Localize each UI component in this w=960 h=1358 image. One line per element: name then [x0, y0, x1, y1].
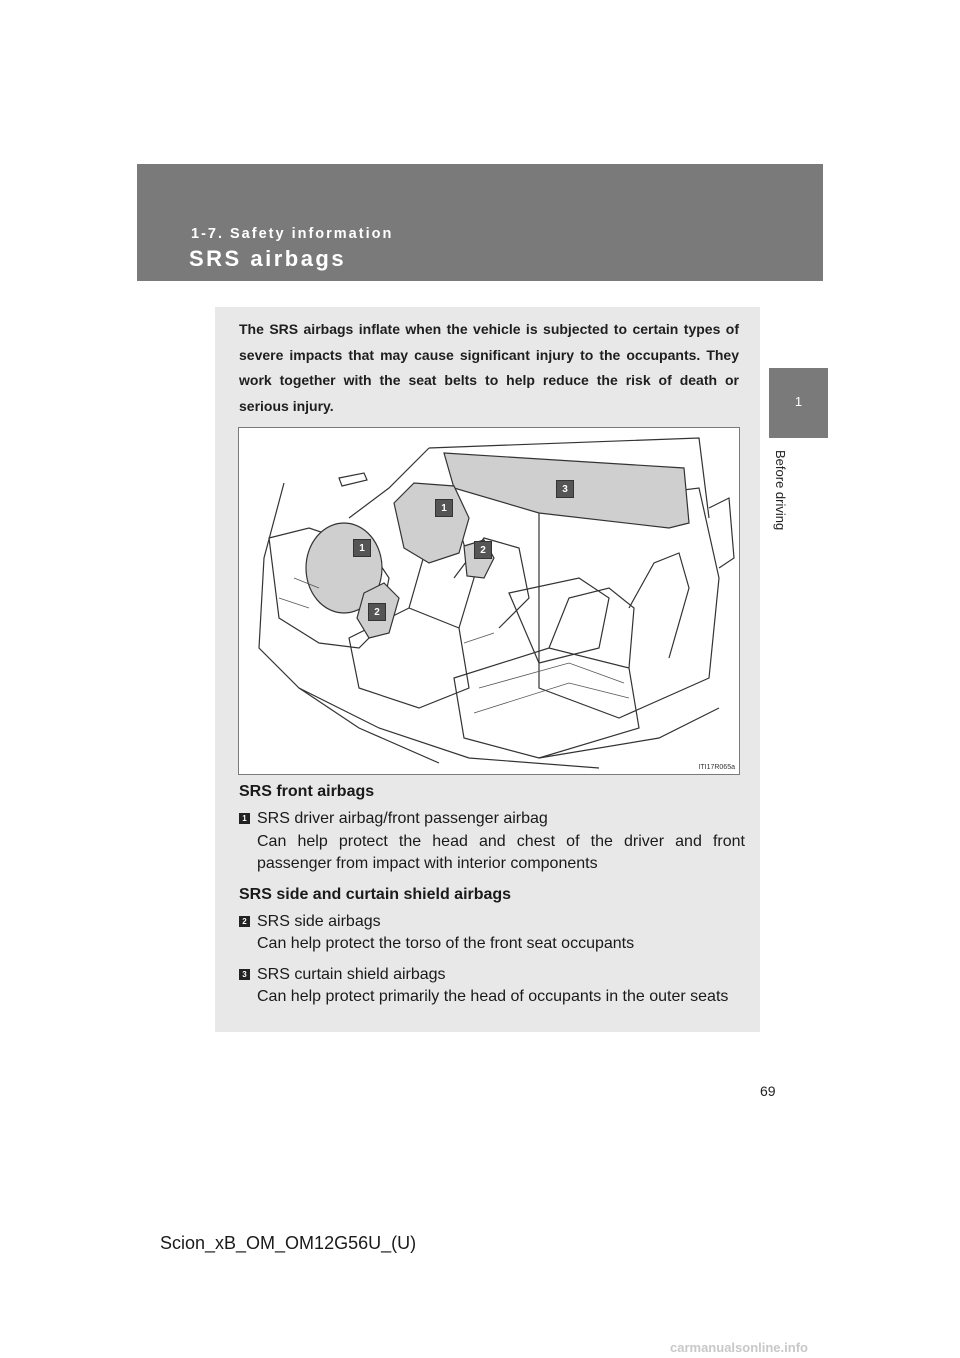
car-interior-drawing [239, 428, 739, 774]
list-item [239, 911, 745, 956]
intro-paragraph: The SRS airbags inflate when the vehicle is subjected to certain types of severe impacts that may cause significant injury to the occupants. They work together with the seat belts to help reduce the risk of death or serious injury. [239, 321, 739, 414]
chapter-tab [769, 368, 828, 438]
airbag-illustration [238, 427, 740, 775]
page-title: SRS airbags [189, 246, 347, 271]
callout-1-driver: 1 [353, 539, 371, 557]
item-description: Can help protect the head and chest of the driver and front passenger from impact with interior components [257, 832, 745, 872]
document-code: Scion_xB_OM_OM12G56U_(U) [160, 1233, 417, 1253]
callout-1-passenger: 1 [435, 499, 453, 517]
list-item [239, 964, 745, 1009]
callout-3-curtain: 3 [556, 480, 574, 498]
item-number-badge: 2 [239, 916, 250, 927]
chapter-number: 1 [794, 394, 803, 409]
item-number-badge: 1 [239, 813, 250, 824]
item-description: Can help protect primarily the head of occupants in the outer seats [257, 988, 729, 1005]
page-number: 69 [760, 1083, 776, 1099]
chapter-tab-label [770, 450, 800, 550]
list-item [239, 808, 745, 876]
section-label: 1-7. Safety information [191, 226, 394, 242]
callout-2-driver-side: 2 [368, 603, 386, 621]
airbag-descriptions [239, 781, 745, 1017]
callout-2-passenger-side: 2 [474, 541, 492, 559]
watermark: carmanualsonline.info [670, 1340, 808, 1355]
item-title: SRS side airbags [257, 912, 381, 930]
item-title: SRS curtain shield airbags [257, 965, 446, 983]
item-title: SRS driver airbag/front passenger airbag [257, 810, 548, 827]
chapter-tab-text: Before driving [773, 450, 788, 531]
content-panel [215, 307, 760, 1032]
item-number-badge: 3 [239, 969, 250, 980]
item-description: Can help protect the torso of the front seat occupants [257, 935, 635, 952]
group-heading-front: SRS front airbags [239, 783, 375, 800]
chapter-header [137, 164, 823, 281]
group-heading-side-curtain: SRS side and curtain shield airbags [239, 885, 512, 903]
figure-code: ITI17R065a [698, 764, 735, 771]
